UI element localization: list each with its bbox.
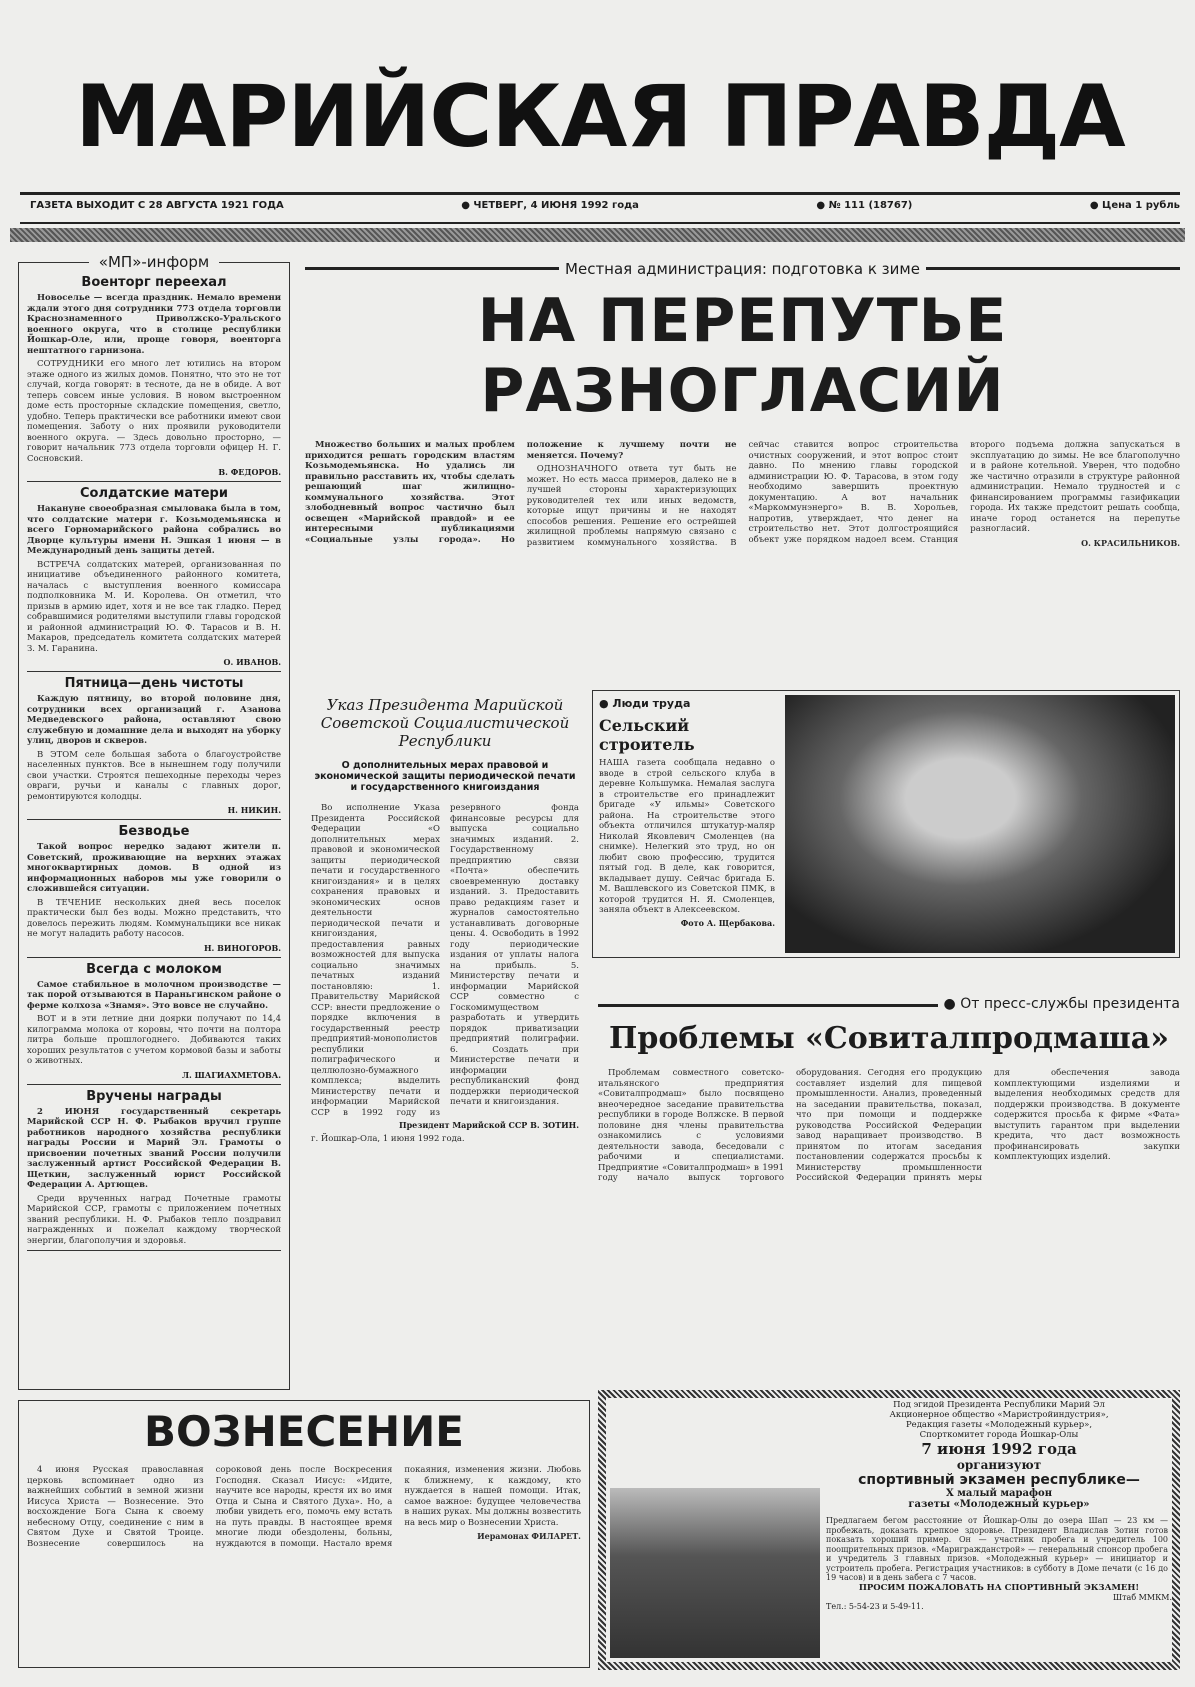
rubric: ● От пресс-службы президента — [938, 996, 1180, 1012]
author: Н. НИКИН. — [227, 805, 281, 815]
headline: Солдатские матери — [80, 486, 228, 501]
body: ВОТ и в эти летние дни доярки получают по 14,4 килограмма молока от коровы, что почти на полтора литра больше прошлогоднего. Добиваются таких хороших результатов с учетом кормовой базы и заботы о животных. — [27, 1014, 281, 1066]
body: Во исполнение Указа Президента Российской Федерации «О дополнительных мерах правовой и экономической защиты периодической печати и государственного книгоиздания» и в целях сохранения правовых и экономических основ деятельности периодической печати и книгоиздания, предоставления равных возможностей для выпуска социально значимых печатных изданий постановляю: 1. Правительству Марийской ССР: внести предложение о порядке включения в государственный реестр предприятий-монополистов республики полиграфического и целлюлозно-бумажного комплекса; выделить Министерству печати и информации Марийской ССР в 1992 году из резервного фонда финансовые ресурсы для выпуска социально значимых изданий. 2. Государственному предприятию связи «Почта» обеспечить своевременную доставку изданий. 3. Предоставить право редакциям газет и журналов самостоятельно устанавливать договорные цены. 4. Освободить в 1992 году периодические издания от уплаты налога на прибыль. 5. Министерству печати и информации Марийской ССР совместно с Госкомимуществом разработать и утвердить порядок приватизации предприятий полиграфии. 6. Создать при Министерстве печати и информации республиканский фонд поддержки периодической печати и книгоиздания. — [311, 803, 579, 1118]
author: В. ФЕДОРОВ. — [218, 467, 281, 477]
body: В ТЕЧЕНИЕ нескольких дней весь поселок практически был без воды. Можно представить, что довелось пережить людям. Коммунальщики все никак не могут наладить работу насосов. — [27, 897, 281, 939]
runners-photo — [610, 1488, 820, 1658]
divider — [27, 671, 281, 672]
headline: Военторг переехал — [81, 275, 227, 290]
subtitle: газеты «Молодежный курьер» — [908, 1499, 1090, 1510]
body: Предлагаем бегом расстояние от Йошкар-Олы до озера Шап — 23 км — пробежать, доказать крепкое здоровье. Президент Владислав Зотин готов показать хороший пример. Он — участник пробега и учредитель 100 поощрительных призов. «Маригражданстрой» — генеральный спонсор пробега и учредитель 3 главных призов. «Молодежный курьер» — инициатор и устроитель пробега. Регистрация участников: в субботу в Доме печати (с 16 до 19 часов) и в день забега с 7 часов. — [826, 1516, 1168, 1582]
phone: Тел.: 5-54-23 и 5-49-11. — [826, 1601, 924, 1611]
event-title: спортивный экзамен республике— — [858, 1472, 1140, 1488]
issue-date: ● ЧЕТВЕРГ, 4 ИЮНЯ 1992 года — [461, 200, 639, 211]
photo-credit: Фото А. Щербакова. — [680, 917, 775, 928]
news-item — [27, 1089, 281, 1252]
decorative-band — [10, 228, 1185, 242]
place-date: г. Йошкар-Ола, 1 июня 1992 года. — [311, 1134, 465, 1144]
headline: Всегда с молоком — [86, 961, 222, 977]
news-item — [27, 275, 281, 482]
news-item — [27, 486, 281, 672]
news-item — [27, 824, 281, 958]
lead: Накануне своеобразная смыловака была в том, что солдатские матери г. Козьмодемьянска и всего Горномарийского района собрались во Дворце культуры имени Н. Эшкая 1 июня — в Международный день защиты детей. — [27, 504, 281, 556]
issue-info-bar — [30, 200, 1180, 220]
event-date: 7 июня 1992 года — [921, 1440, 1077, 1458]
headline: НА ПЕРЕПУТЬЕ РАЗНОГЛАСИЙ — [477, 286, 1008, 426]
body: СОТРУДНИКИ его много лет ютились на втором этаже одного из жилых домов. Понятно, что это не тот случай, когда говорят: в тесноте, да не в обиде. А вот теперь совсем иные условия. В новом выстроенном доме есть просторные складские помещения, светло, удобно. Теперь практически все работники имеют свои помещения. Заботу о них проявили руководители военного округа. — Здесь довольно просторно, — говорит начальник 773 отдела торговли офицер Н. Г. Сосновский. — [27, 359, 281, 464]
organize: организуют — [956, 1458, 1042, 1472]
marathon-ad — [598, 1390, 1180, 1670]
body: Проблемам совместного советско-итальянского предприятия «Совиталпродмаш» было посвящено внеочередное заседание правительства республики в городе Волжске. В первой половине дня члены правительства ознакомились с условиями деятельности завода, беседовали с рабочими и специалистами. Предприятие «Совиталпродмаш» в 1991 году начало выпуск торгового оборудования. Сегодня его продукцию составляет изделий для пищевой промышленности. Анализ, проведенный на заседании правительства, показал, что при помощи и поддержке руководства Российской Федерации завод наращивает производство. В принятом по итогам заседания постановлении содержатся просьбы к Министерству промышленности Российской Федерации принять меры для обеспечения завода комплектующими изделиями и выделения необходимых средств для поддержки производства. В документе содержится просьба к фирме «Фата» выступить гарантом при выделении кредита, что даст возможность профинансировать закупки комплектующих изделий. — [598, 1068, 1180, 1183]
headline: Проблемы «Совиталпродмаша» — [609, 1021, 1169, 1056]
news-item — [27, 676, 281, 820]
headline: Вручены награды — [86, 1088, 222, 1104]
headline: Сельский строитель — [599, 716, 695, 754]
divider — [20, 192, 1180, 195]
divider — [27, 1084, 281, 1085]
masthead-title: МАРИЙСКАЯ ПРАВДА — [75, 67, 1125, 167]
headline: Безводье — [118, 824, 190, 839]
mp-inform-column — [18, 253, 290, 1390]
issue-number: ● № 111 (18767) — [816, 200, 913, 211]
sponsor: Редакция газеты «Молодежный курьер», — [905, 1420, 1093, 1430]
lead: Самое стабильное в молочном производстве — так порой отзываются в Параньгинском районе о ферме колхоза «Знамя». Это вовсе не случайно. — [27, 979, 281, 1011]
lead: Новоселье — всегда праздник. Немало времени ждали этого дня сотрудники 773 отдела торговли Краснознаменного Приволжско-Уральского военного округа, что в столице республики Йошкар-Оле, или, проще говоря, военторга нештатного гарнизона. — [27, 293, 281, 356]
lead: 2 ИЮНЯ государственный секретарь Марийской ССР Н. Ф. Рыбаков вручил группе работников народного хозяйства республики награды России и Марий Эл. Грамоты о присвоении почетных званий России получили заслуженный артист Российской Федерации В. Щеткин, заслуженный юрист Российской Федерации А. Артющев. — [27, 1106, 281, 1190]
call: ПРОСИМ ПОЖАЛОВАТЬ НА СПОРТИВНЫЙ ЭКЗАМЕН! — [858, 1582, 1140, 1593]
people-of-labor — [592, 690, 1180, 958]
body: 4 июня Русская православная церковь вспоминает одно из важнейших событий в земной жизни Иисуса Христа — Вознесение. Это восхождение Бога Сына к своему небесному Отцу, соединение с ним в Святом Духе и Святой Троице. Вознесение совершилось на сороковой день после Воскресения Господня. Сказал Иисус: «Идите, научите все народы, крестя их во имя Отца и Сына и Святого Духа». Но, а любви увидеть его, помочь ему встать на путь правды. В настоящее время многие люди обездолены, больны, нуждаются в помощи. Настало время покаяния, изменения жизни. Любовь к ближнему, к каждому, кто нуждается в нашей помощи. Итак, самое важное: будущее человечества в наших руках. Мы должны возвестить на весь мир о Вознесении Христа. — [27, 1465, 581, 1549]
rubric: «МП»-информ — [89, 253, 219, 271]
news-item — [27, 962, 281, 1085]
author: О. ИВАНОВ. — [223, 657, 281, 667]
lead: Множество больших и малых проблем приходится решать городским властям Козьмодемьянска. Но удались ли правильно расставить их, чтобы сделать решающий шаг жилищно-коммунального хозяйства. Этот злободневный вопрос частично был освещен «Марийской правдой» и ее интересными публикациями «Социальные узлы города». Но положение к лучшему почти не меняется. Почему? — [305, 440, 737, 545]
worker-photo — [785, 695, 1175, 953]
founded-line: ГАЗЕТА ВЫХОДИТ С 28 АВГУСТА 1921 ГОДА — [30, 200, 284, 211]
body: НАША газета сообщала недавно о вводе в строй сельского клуба в деревне Кольшумка. Немалая заслуга в строительстве его принадлежит бригаде «У ильмы» Советского района. На строительстве этого объекта отличился штукатур-маляр Николай Яковлевич Смоленцев (на снимке). Нелегкий это труд, но он любит свою профессию, трудится пятый год. В деле, как говорится, вкладывает душу. Сейчас бригада Б. М. Вашлевского из Советской ПМК, в которой трудится Н. Я. Смоленцев, заняла объект в Алексеевском. — [599, 758, 775, 915]
divider — [20, 222, 1180, 224]
body: Среди врученных наград Почетные грамоты Марийской ССР, грамоты с приложением почетных званий республики. Н. Ф. Рыбаков тепло поздравил награжденных и пожелал каждому творческой энергии, благополучия и здоровья. — [27, 1193, 281, 1246]
organizer: Штаб ММКМ. — [1113, 1592, 1172, 1602]
headline: ВОЗНЕСЕНИЕ — [144, 1407, 464, 1456]
body: ОДНОЗНАЧНОГО ответа тут быть не может. Но есть масса примеров, далеко не в лучшей стороны характеризующих руководителей тех или иных ведомств, которые ищут причины и не находят способов решения. Решение его острейшей жилищной проблемы напрямую связано с развитием коммунального хозяйства. В сейчас ставится вопрос строительства очистных сооружений, и этот вопрос стоит давно. По мнению главы городской администрации Ю. Ф. Тарасова, в этом году необходимо завершить проектную документацию. А вот начальник «Маркоммунэнерго» В. В. Хорольев, напротив, утверждает, что денег на строительство нет. Этот долгостроящийся объект уже порядком надоел всем. Станция второго подъема должна запускаться в эксплуатацию до зимы. Не все благополучно и в районе котельной. Уверен, что подобно же частично отразили в структуре районной администрации. Немало трудностей и с финансированием программы газификации города. Их также предстоит решать сообща, иначе город останется на перепутье разногласий. — [526, 440, 1180, 548]
headline: Пятница—день чистоты — [64, 676, 244, 691]
lead: Каждую пятницу, во второй половине дня, сотрудники всех организаций г. Азанова Медведевского района, оставляют свою служебную и домашние дела и выходят на уборку улиц, дворов и скверов. — [27, 694, 281, 746]
divider — [27, 481, 281, 482]
rubric: ● Люди труда — [599, 697, 691, 710]
sovital-article — [598, 995, 1180, 1184]
divider — [27, 957, 281, 958]
lead: Такой вопрос нередко задают жители п. Советский, проживающие на верхних этажах многоквартирных домов. В одной из информационных наборов мы уже говорили о сложившейся ситуации. — [27, 842, 281, 894]
divider — [27, 1250, 281, 1251]
sponsor: Акционерное общество «Маристройиндустрия», — [889, 1410, 1109, 1420]
body: В ЭТОМ селе большая забота о благоустройстве населенных пунктов. Все в нынешнем году получили свои участки. Строятся пешеходные переходы через овраги, ручьи и каналы с главных дорог, ремонтируются колодцы. — [27, 749, 281, 802]
headline: Указ Президента Марийской Советской Социалистической Республики — [320, 696, 570, 750]
rubric: Местная администрация: подготовка к зиме — [559, 260, 926, 278]
author: Иерамонах ФИЛАРЕТ. — [477, 1531, 581, 1541]
ascension-article — [18, 1400, 590, 1668]
divider — [27, 819, 281, 820]
author: О. КРАСИЛЬНИКОВ. — [1081, 537, 1180, 548]
sponsor: Спорткомитет города Йошкар-Олы — [919, 1430, 1079, 1440]
author: Л. ШАГИАХМЕТОВА. — [181, 1069, 281, 1080]
author: Н. ВИНОГОРОВ. — [204, 942, 281, 953]
signer: Президент Марийской ССР В. ЗОТИН. — [399, 1120, 579, 1130]
body: ВСТРЕЧА солдатских матерей, организованная по инициативе объединенного районного комитета, началась с выступления военного комиссара подполковника М. И. Королева. Он отметил, что призыв в армию идет, хотя и не все так гладко. Перед собравшимися родителями выступили главы городской и районной администраций Ю. Ф. Тарасов и В. Н. Макаров, председатель комитета солдатских матерей З. М. Гаранина. — [27, 559, 281, 654]
sponsor: Под эгидой Президента Республики Марий Эл — [893, 1400, 1105, 1410]
subtitle: О дополнительных мерах правовой и экономической защиты периодической печати и государственного книгоиздания — [314, 760, 576, 793]
subtitle: X малый марафон — [945, 1488, 1053, 1499]
price: ● Цена 1 рубль — [1089, 200, 1180, 211]
decree-article — [305, 690, 585, 1151]
main-article — [305, 258, 1180, 548]
